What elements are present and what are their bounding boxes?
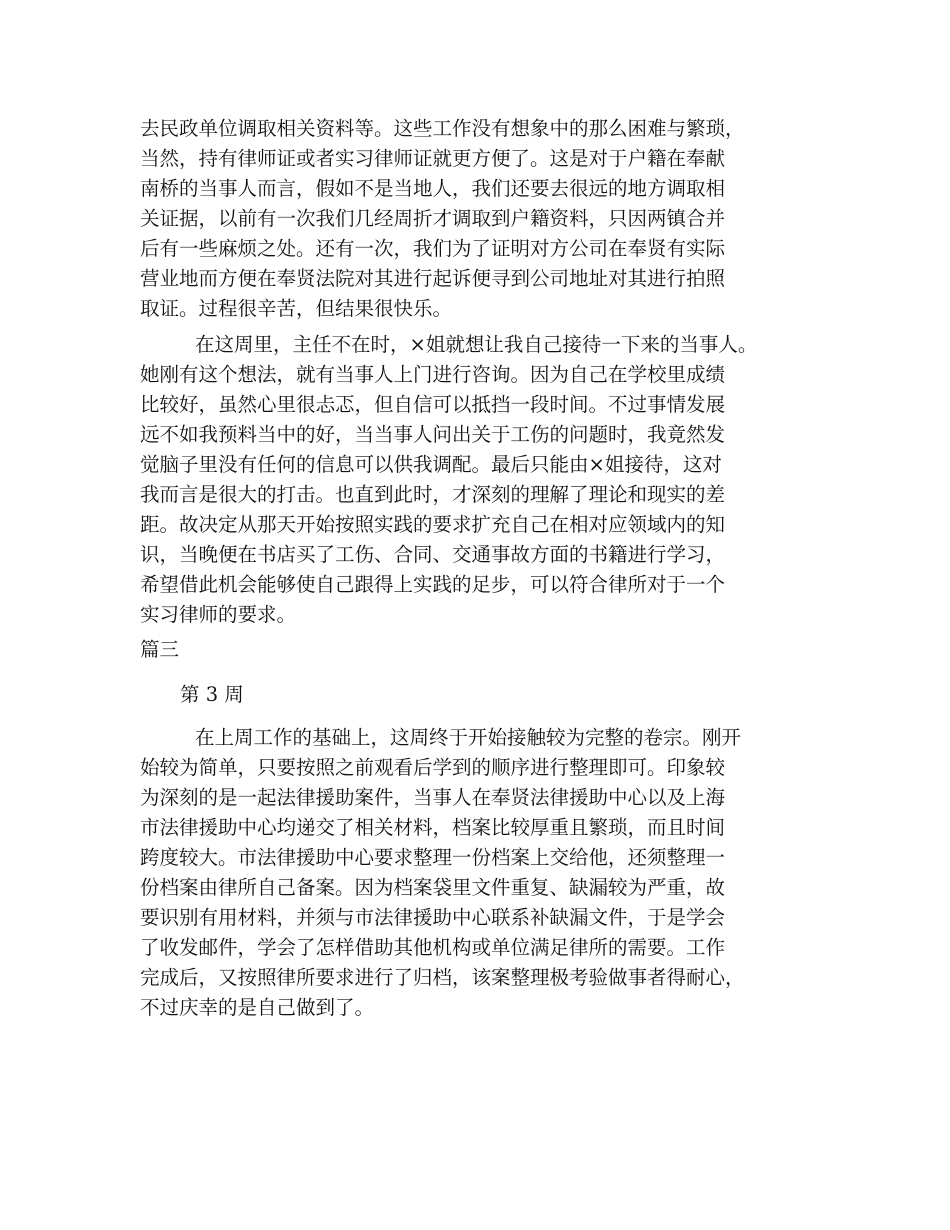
paragraph-2-line: 觉脑子里没有任何的信息可以供我调配。最后只能由×姐接待，这对 xyxy=(140,453,722,476)
paragraph-3-line: 不过庆幸的是自己做到了。 xyxy=(140,996,375,1019)
paragraph-2-line: 实习律师的要求。 xyxy=(140,603,297,626)
paragraph-2-line: 比较好，虽然心里很忐忑，但自信可以抵挡一段时间。不过事情发展 xyxy=(140,393,726,416)
paragraph-2-line: 识，当晚便在书店买了工伤、合同、交通事故方面的书籍进行学习， xyxy=(140,543,726,566)
paragraph-1-line: 关证据，以前有一次我们几经周折才调取到户籍资料，只因两镇合并 xyxy=(140,207,726,230)
paragraph-3-line: 要识别有用材料，并须与市法律援助中心联系补缺漏文件，于是学会 xyxy=(140,906,726,929)
week-heading: 第 3 周 xyxy=(180,683,244,706)
paragraph-2-first-line: 在这周里，主任不在时，×姐就想让我自己接待一下来的当事人。 xyxy=(195,333,758,356)
paragraph-3-first-line: 在上周工作的基础上，这周终于开始接触较为完整的卷宗。刚开 xyxy=(195,726,742,749)
paragraph-1-line: 当然，持有律师证或者实习律师证就更方便了。这是对于户籍在奉献 xyxy=(140,147,726,170)
paragraph-2-line: 距。故决定从那天开始按照实践的要求扩充自己在相对应领域内的知 xyxy=(140,513,726,536)
paragraph-1-line: 南桥的当事人而言，假如不是当地人，我们还要去很远的地方调取相 xyxy=(140,177,726,200)
paragraph-1-line: 营业地而方便在奉贤法院对其进行起诉便寻到公司地址对其进行拍照 xyxy=(140,267,726,290)
paragraph-2-line: 希望借此机会能够使自己跟得上实践的足步，可以符合律所对于一个 xyxy=(140,573,726,596)
section-heading: 篇三 xyxy=(140,638,180,661)
paragraph-3-line: 为深刻的是一起法律援助案件，当事人在奉贤法律援助中心以及上海 xyxy=(140,786,726,809)
paragraph-2-line: 远不如我预料当中的好，当当事人问出关于工伤的问题时，我竟然发 xyxy=(140,423,726,446)
paragraph-3-line: 市法律援助中心均递交了相关材料，档案比较厚重且繁琐，而且时间 xyxy=(140,816,726,839)
paragraph-3-line: 跨度较大。市法律援助中心要求整理一份档案上交给他，还须整理一 xyxy=(140,846,726,869)
paragraph-3-line: 了收发邮件，学会了怎样借助其他机构或单位满足律所的需要。工作 xyxy=(140,936,726,959)
paragraph-3-line: 完成后，又按照律所要求进行了归档，该案整理极考验做事者得耐心， xyxy=(140,966,745,989)
paragraph-1-line: 后有一些麻烦之处。还有一次，我们为了证明对方公司在奉贤有实际 xyxy=(140,237,726,260)
paragraph-1-line: 去民政单位调取相关资料等。这些工作没有想象中的那么困难与繁琐， xyxy=(140,117,745,140)
paragraph-2-line: 我而言是很大的打击。也直到此时，才深刻的理解了理论和现实的差 xyxy=(140,483,726,506)
paragraph-3-line: 份档案由律所自己备案。因为档案袋里文件重复、缺漏较为严重，故 xyxy=(140,876,726,899)
paragraph-1-line: 取证。过程很辛苦，但结果很快乐。 xyxy=(140,297,453,320)
paragraph-2-line: 她刚有这个想法，就有当事人上门进行咨询。因为自己在学校里成绩 xyxy=(140,363,726,386)
paragraph-3-line: 始较为简单，只要按照之前观看后学到的顺序进行整理即可。印象较 xyxy=(140,756,726,779)
